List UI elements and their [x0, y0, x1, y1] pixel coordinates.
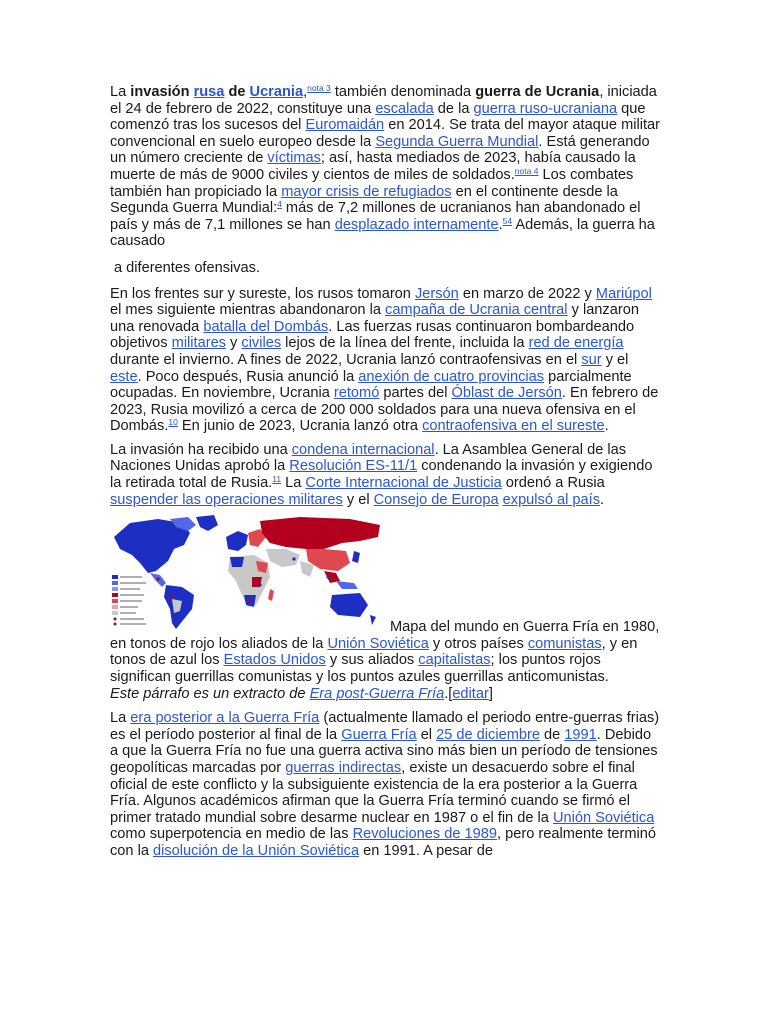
link-expulso-pais[interactable]: expulsó al país — [502, 491, 601, 508]
text: La — [281, 475, 306, 492]
text: . — [600, 491, 605, 508]
link-retomo[interactable]: retomó — [333, 385, 380, 402]
link-revoluciones-1989[interactable]: Revoluciones de 1989 — [352, 826, 497, 843]
link-guerra-fria[interactable]: Guerra Fría — [341, 726, 417, 743]
text: y sus aliados — [325, 652, 419, 669]
text: En los frentes sur y sureste, los rusos tomaron — [110, 285, 415, 302]
text: que comenzó tras los sucesos del — [110, 100, 646, 134]
link-jerson[interactable]: Jersón — [414, 285, 459, 302]
link-resolucion-es-11-1[interactable]: Resolución ES-11/1 — [289, 458, 418, 475]
link-1991[interactable]: 1991 — [564, 726, 597, 743]
article-body — [110, 84, 662, 867]
link-civiles[interactable]: civiles — [241, 335, 282, 352]
text: , existe un desacuerdo sobre el final oficial de este conflicto y la subsiguiente existencia de la era posterior a la Guerra Fría. Algunos académicos afirman que la Guerra Fría terminó cuando se firmó el primer tratado mundial sobre desarme nuclear en 1987 o el fin de la — [110, 760, 638, 826]
text: y otros países — [428, 635, 528, 652]
link-contraofensiva-sureste[interactable]: contraofensiva en el sureste — [422, 418, 605, 435]
link-consejo-europa[interactable]: Consejo de Europa — [373, 491, 499, 508]
text: . La Asamblea General de las Naciones Unidas aprobó la — [110, 441, 627, 475]
text: en el continente desde la Segunda Guerra Mundial: — [110, 183, 618, 217]
link-victimas[interactable]: víctimas — [267, 150, 321, 167]
footnote-54[interactable]: 54 — [502, 215, 513, 226]
link-guerras-indirectas[interactable]: guerras indirectas — [285, 760, 402, 776]
cold-war-world-map — [110, 515, 386, 635]
link-estados-unidos[interactable]: Estados Unidos — [223, 652, 326, 669]
text: Además, la guerra ha causado — [110, 216, 655, 250]
link-corte-internacional[interactable]: Corte Internacional de Justicia — [305, 475, 502, 492]
link-mariupol[interactable]: Mariúpol — [595, 285, 652, 302]
text: de — [539, 726, 565, 743]
link-capitalistas[interactable]: capitalistas — [418, 652, 491, 669]
text: condenando la invasión y exigiendo la retirada total de Rusia. — [110, 458, 653, 492]
text: y el — [342, 491, 374, 508]
text: . — [604, 418, 609, 435]
bold-text: guerra de Ucrania — [475, 84, 600, 100]
text: . Está generando un número creciente de — [110, 133, 650, 167]
link-ucrania[interactable]: Ucrania — [249, 84, 304, 100]
text: como superpotencia en medio de las — [110, 826, 353, 843]
edit-link[interactable]: editar — [452, 685, 489, 702]
text: en marzo de 2022 y — [458, 285, 596, 302]
paragraph-condena — [110, 442, 662, 508]
paragraph-post-guerra-fria — [110, 710, 662, 859]
text: ordenó a Rusia — [501, 475, 605, 492]
text: en 2014. Se trata del mayor ataque militar convencional en suelo europeo desde la — [110, 117, 661, 150]
link-anexion-provincias[interactable]: anexión de cuatro provincias — [358, 368, 545, 385]
link-desplazado-internamente[interactable]: desplazado internamente — [334, 216, 499, 233]
text: durante el invierno. A fines de 2022, Ucrania lanzó contraofensivas en el — [110, 351, 582, 368]
footnote-nota-4[interactable]: nota 4 — [514, 165, 539, 176]
link-disolucion-urss[interactable]: disolución de la Unión Soviética — [153, 842, 360, 859]
text: lejos de la línea del frente, incluida la — [281, 335, 529, 352]
text: (actualmente llamado el periodo entre-guerras frias) es el período posterior al final de la — [110, 710, 660, 743]
bold-text: de — [224, 84, 250, 100]
link-comunistas[interactable]: comunistas — [527, 635, 602, 652]
text: partes del — [379, 385, 452, 402]
paragraph-frentes — [110, 286, 662, 435]
link-union-sovietica[interactable]: Unión Soviética — [327, 635, 429, 652]
link-escalada[interactable]: escalada — [375, 100, 434, 117]
text: . Debido a que la Guerra Fría no fue una guerra activa sino más bien un período de tensiones geopolíticas marcadas por — [110, 726, 658, 776]
link-union-sovietica-2[interactable]: Unión Soviética — [552, 809, 655, 826]
text: La — [110, 710, 131, 727]
text: , iniciada el 24 de febrero de 2022, constituye una — [110, 84, 657, 117]
text: . Poco después, Rusia anunció la — [137, 368, 359, 385]
link-campana-ucrania-central[interactable]: campaña de Ucrania central — [385, 302, 568, 319]
text: . En febrero de 2023, Rusia movilizó a cerca de 200 000 soldados para una nueva ofensiva en el Dombás. — [110, 385, 659, 435]
link-era-post-guerra-fria[interactable]: Era post-Guerra Fría — [309, 685, 445, 702]
text: En junio de 2023, Ucrania lanzó otra — [177, 418, 423, 435]
link-guerra-ruso-ucraniana[interactable]: guerra ruso-ucraniana — [473, 100, 618, 117]
text: más de 7,2 millones de ucranianos han abandonado el país y más de 7,1 millones se han — [110, 200, 641, 233]
text: .[ — [444, 685, 453, 702]
paragraph-ofensivas: a diferentes ofensivas. — [114, 259, 261, 276]
link-red-energia[interactable]: red de energía — [528, 335, 624, 352]
text: el mes siguiente mientras abandonaron la — [110, 302, 386, 319]
footnote-11[interactable]: 11 — [272, 474, 282, 485]
text: , pero realmente terminó con la — [110, 826, 656, 859]
link-sur[interactable]: sur — [581, 351, 602, 368]
text: ] — [488, 685, 493, 702]
link-25-diciembre[interactable]: 25 de diciembre — [436, 726, 540, 743]
footnote-10[interactable]: 10 — [168, 417, 178, 428]
text: La invasión ha recibido una — [110, 441, 292, 458]
text: , y en tonos de azul los — [110, 635, 638, 669]
paragraph-invasion: La invasión rusa de Ucrania,$^{nota 3}$ también denominada guerra de Ucrania, iniciada el 24 de febrero de 2022, constituye una escalada de la guerra ruso-ucraniana que comenzó tras los sucesos del Euromaidán en 2014. Se trata del mayor ataque militar convencional en suelo europeo desde la Segunda Guerra Mundial. Está generando un número creciente de víctimas; así, hasta mediados de 2023, había causado la muerte de más de 9000 civiles y cientos de miles de soldados.$^{nota 4}$ Los combates también han propiciado la mayor crisis de refugiados en el continente desde la Segunda Guerra Mundial:$^4$ más de 7,2 millones de ucranianos han abandonado el país y más de 7,1 millones se han desplazado internamente.$^{54}$ Además, la guerra ha causado — [110, 83, 661, 250]
link-segunda-guerra-mundial[interactable]: Segunda Guerra Mundial — [375, 133, 539, 150]
text: Mapa del mundo en Guerra Fría en 1980, en tonos de rojo los aliados de la — [110, 619, 660, 652]
link-batalla-dombas[interactable]: batalla del Dombás — [203, 318, 329, 335]
text: también denominada — [330, 84, 476, 100]
link-este[interactable]: este — [110, 368, 138, 385]
link-suspender-operaciones[interactable]: suspender las operaciones militares — [110, 491, 343, 508]
text: La — [110, 84, 131, 100]
link-euromaidan[interactable]: Euromaidán — [305, 117, 385, 134]
text: en 1991. A pesar de — [359, 842, 493, 859]
text: Este párrafo es un extracto de — [110, 685, 310, 702]
text: de la — [433, 100, 474, 117]
text: el — [416, 726, 437, 743]
text: y lanzaron una renovada — [110, 302, 639, 335]
extract-note — [110, 686, 662, 703]
text: y — [225, 335, 242, 352]
cold-war-figure — [110, 515, 662, 685]
bold-text: invasión — [130, 84, 194, 100]
text: . Las fuerzas rusas continuaron bombardeando objetivos — [110, 318, 635, 352]
link-militares[interactable]: militares — [171, 335, 226, 352]
link-era-posterior[interactable]: era posterior a la Guerra Fría — [130, 710, 320, 727]
footnote-4[interactable]: 4 — [277, 199, 282, 210]
link-crisis-refugiados[interactable]: mayor crisis de refugiados — [281, 183, 452, 200]
text: ; los puntos rojos significan guerrillas comunistas y los puntos azules guerrillas anticomunistas. — [110, 652, 609, 686]
text: Los combates también han propiciado la — [110, 166, 634, 200]
footnote-nota-3[interactable]: nota 3 — [307, 83, 331, 93]
text: y el — [601, 351, 629, 368]
text: parcialmente ocupadas. En noviembre, Ucrania — [110, 368, 632, 402]
text: ; así, hasta mediados de 2023, había causado la muerte de más de 9000 civiles y cientos de miles de soldados. — [110, 150, 636, 183]
link-oblast-jerson[interactable]: Óblast de Jersón — [451, 385, 562, 402]
link-condena-internacional[interactable]: condena internacional — [291, 441, 435, 458]
link-rusa[interactable]: rusa — [193, 84, 225, 100]
